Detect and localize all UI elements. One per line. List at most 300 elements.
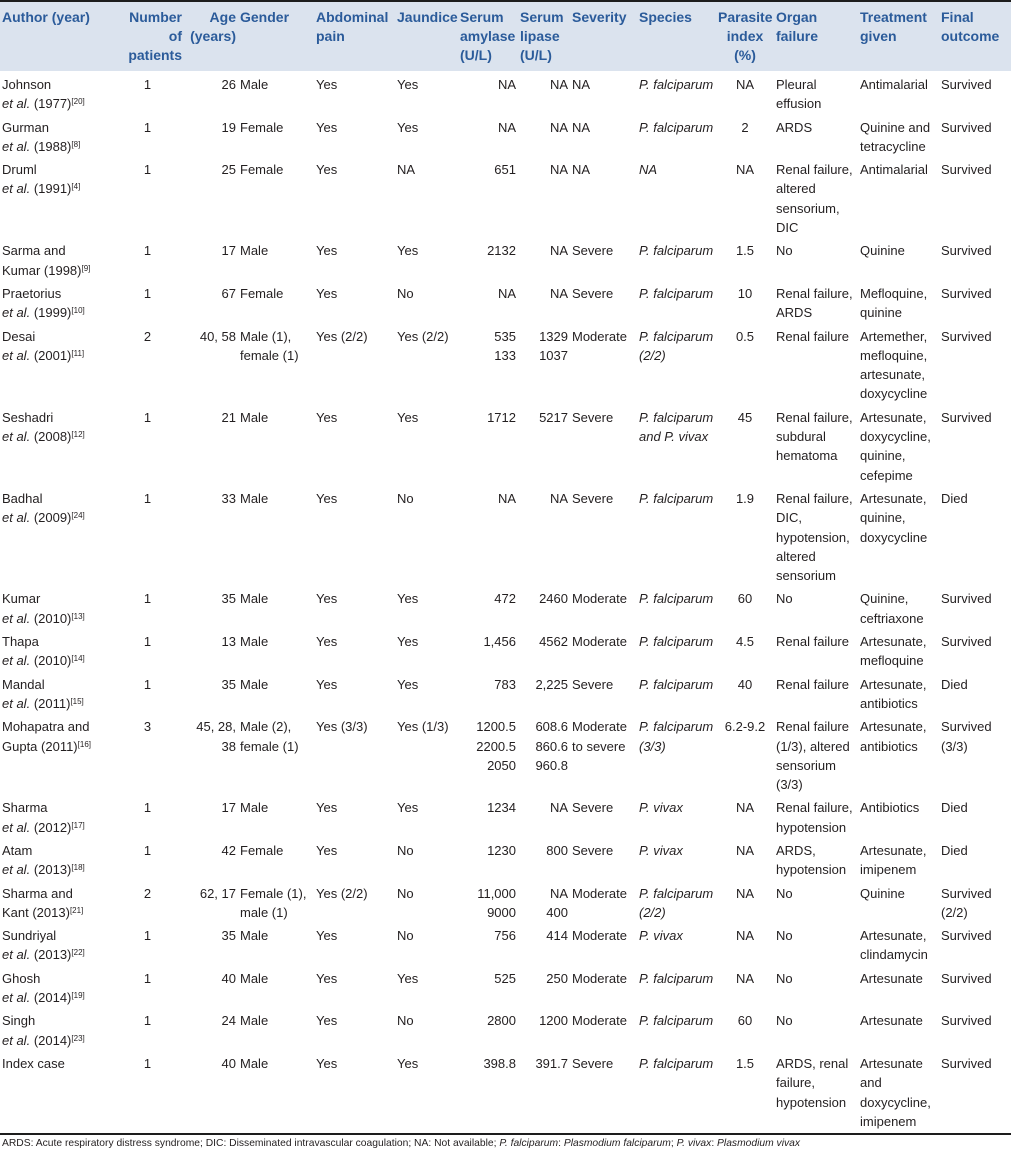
cell-author xyxy=(0,406,111,487)
cell-outcome: Survived xyxy=(941,1013,992,1029)
cell-lipase xyxy=(518,325,570,406)
reference-marker: [21] xyxy=(69,905,84,915)
cell-jaundice: No xyxy=(397,285,414,301)
cell-organ: No xyxy=(776,928,793,944)
header-serum-amylase: Serum amylase (U/L) xyxy=(460,9,516,63)
cell-parasite: 4.5 xyxy=(735,634,755,650)
cell-patients: 1 xyxy=(143,842,152,858)
cell-lipase: NA xyxy=(549,119,568,135)
author-name: Mandal xyxy=(2,676,45,692)
author-etal: et al. xyxy=(2,947,31,963)
cell-organ: Pleural effusion xyxy=(776,77,822,112)
cell-species: P. vivax xyxy=(639,842,683,858)
cell-species: P. falciparum xyxy=(639,1013,714,1029)
table-row xyxy=(0,967,1011,1010)
cell-species: P. falciparum xyxy=(639,243,714,259)
cell-species: P. falciparum and P. vivax xyxy=(639,409,714,445)
author-name: Desai xyxy=(2,328,36,344)
cell-severity: Moderate xyxy=(572,885,627,901)
cell-gender: Female xyxy=(240,285,284,301)
cell-gender: Male xyxy=(240,928,269,944)
cell-line: 11,000 xyxy=(477,885,516,901)
cell-author xyxy=(0,587,111,630)
cell-jaundice: Yes xyxy=(397,77,419,92)
cell-line: 2200.5 xyxy=(476,738,516,754)
cell-treatment: Artesunate and doxycycline, imipenem xyxy=(860,1055,931,1129)
cell-abdominal: Yes xyxy=(316,285,338,301)
cell-organ: No xyxy=(776,1013,793,1029)
author-name: Atam xyxy=(2,842,33,858)
author-year: (2009) xyxy=(33,510,72,526)
footnote-text-b: P. falciparum xyxy=(499,1138,559,1150)
cell-parasite: NA xyxy=(735,77,755,92)
cell-treatment: Artesunate, imipenem xyxy=(860,842,927,878)
cell-patients: 1 xyxy=(143,800,152,816)
cell-abdominal: Yes xyxy=(316,842,338,858)
cell-jaundice: Yes xyxy=(397,634,419,650)
cell-age: 67 xyxy=(221,285,236,301)
author-year: (2014) xyxy=(33,1032,72,1048)
cell-outcome: Survived xyxy=(941,77,992,92)
reference-marker: [9] xyxy=(81,263,91,273)
cell-author xyxy=(0,487,111,587)
footnote-text-d: Plasmodium falciparum xyxy=(563,1138,671,1150)
cell-abdominal: Yes xyxy=(316,800,338,816)
cell-patients: 1 xyxy=(143,970,152,986)
author-name: Seshadri xyxy=(2,409,54,425)
cell-severity: Severe xyxy=(572,490,614,506)
cell-treatment: Artesunate, antibiotics xyxy=(860,719,927,754)
cell-severity: Severe xyxy=(572,1055,614,1071)
author-name: Kumar xyxy=(2,591,41,607)
header-parasite-index: Parasite index (%) xyxy=(718,9,773,63)
cell-author xyxy=(0,71,111,116)
footnote-text-g: : xyxy=(711,1138,718,1150)
footnote-text-c: : xyxy=(558,1138,564,1150)
cell-abdominal: Yes xyxy=(316,970,338,986)
cell-severity: NA xyxy=(572,77,591,92)
author-year: (2011) xyxy=(33,695,71,711)
author-name: Mohapatra and xyxy=(2,719,90,735)
cell-treatment: Artesunate, doxycycline, quinine, cefepime xyxy=(860,409,931,483)
header-gender: Gender xyxy=(240,9,290,25)
cell-lipase: 1200 xyxy=(539,1013,568,1029)
cell-amylase: 1712 xyxy=(487,409,516,425)
footnote-text-e: ; xyxy=(670,1138,677,1150)
reference-marker: [12] xyxy=(71,430,85,440)
cell-age: 42 xyxy=(221,842,236,858)
author-year: (2013) xyxy=(33,862,72,878)
cell-gender: Male xyxy=(240,77,269,92)
cell-jaundice: No xyxy=(397,490,414,506)
author-year: (2014) xyxy=(33,990,72,1006)
table-row xyxy=(0,282,1011,325)
cell-outcome: Survived xyxy=(941,591,992,607)
cell-line: 860.6 xyxy=(535,738,568,754)
cell-lipase: NA xyxy=(549,162,568,178)
cell-species: P. falciparum xyxy=(639,970,714,986)
cell-severity: Severe xyxy=(572,800,614,816)
footnote-text-f: P. vivax xyxy=(676,1138,712,1150)
reference-marker: [10] xyxy=(71,306,85,316)
author-year: Kumar (1998) xyxy=(2,262,82,278)
table-row xyxy=(0,882,1011,925)
cell-organ: No xyxy=(776,243,793,259)
cell-gender: Male (2), female (1) xyxy=(240,719,299,754)
cell-lipase xyxy=(518,882,570,925)
cell-amylase: 651 xyxy=(494,162,516,178)
cell-patients: 1 xyxy=(143,490,152,506)
cell-gender: Male xyxy=(240,243,269,259)
cell-lipase: 391.7 xyxy=(535,1055,568,1071)
cell-author xyxy=(0,924,111,967)
cell-abdominal: Yes xyxy=(316,1013,338,1029)
cell-author xyxy=(0,967,111,1010)
cell-parasite: 1.5 xyxy=(735,243,755,259)
table-footnote xyxy=(0,1135,1011,1151)
cell-treatment: Artemether, mefloquine, artesunate, doxycycline xyxy=(860,328,928,402)
cell-species: P. vivax xyxy=(639,800,683,816)
cell-patients: 2 xyxy=(143,328,152,344)
cell-jaundice: No xyxy=(397,885,414,901)
cell-severity: Severe xyxy=(572,676,614,692)
header-treatment: Treatment given xyxy=(860,9,927,44)
cell-gender: Female (1), male (1) xyxy=(240,885,307,920)
cell-severity: Severe xyxy=(572,285,614,301)
cell-species: P. falciparum xyxy=(639,676,714,692)
author-etal: et al. xyxy=(2,510,31,526)
author-etal: et al. xyxy=(2,1032,31,1048)
author-etal: et al. xyxy=(2,862,31,878)
cell-severity: Moderate xyxy=(572,634,627,650)
author-etal: et al. xyxy=(2,347,31,363)
cell-amylase: 1,456 xyxy=(483,634,516,650)
cell-author xyxy=(0,673,111,716)
author-etal: et al. xyxy=(2,181,31,197)
cell-organ: Renal failure, hypotension xyxy=(776,800,853,835)
cell-species: P. falciparum xyxy=(639,591,714,607)
cell-age: 13 xyxy=(221,634,236,650)
reference-marker: [13] xyxy=(71,611,85,621)
cell-outcome: Survived xyxy=(941,285,992,301)
cell-species: P. falciparum xyxy=(639,285,714,301)
cell-line: 400 xyxy=(546,904,568,920)
author-year: (1977) xyxy=(33,96,72,112)
cell-jaundice: Yes xyxy=(397,409,419,425)
cell-parasite: 60 xyxy=(737,591,753,607)
cell-line: 2050 xyxy=(487,757,516,773)
cell-outcome: Survived xyxy=(941,328,992,344)
cell-treatment: Artesunate, mefloquine xyxy=(860,634,927,669)
cell-gender: Male xyxy=(240,490,269,506)
header-author: Author (year) xyxy=(2,9,90,25)
table-row xyxy=(0,116,1011,159)
author-year: (2013) xyxy=(33,947,72,963)
cell-treatment: Quinine, ceftriaxone xyxy=(860,591,924,626)
table-row xyxy=(0,406,1011,487)
author-name: Sundriyal xyxy=(2,928,57,944)
cell-severity: Severe xyxy=(572,243,614,259)
cell-gender: Male xyxy=(240,970,269,986)
cell-lipase: NA xyxy=(549,285,568,301)
cell-amylase: 1230 xyxy=(487,842,516,858)
cell-amylase: 783 xyxy=(494,676,516,692)
cell-age: 40 xyxy=(221,970,236,986)
author-etal: et al. xyxy=(2,96,31,112)
cell-age: 17 xyxy=(221,243,236,259)
cell-patients: 1 xyxy=(143,409,152,425)
cell-lipase: NA xyxy=(549,77,568,92)
cell-gender: Male (1), female (1) xyxy=(240,328,299,363)
cell-treatment: Antimalarial xyxy=(860,162,928,178)
cell-line: 1329 xyxy=(539,328,568,344)
cell-age: 17 xyxy=(221,800,236,816)
cell-patients: 1 xyxy=(143,243,152,259)
cell-parasite: NA xyxy=(735,162,755,178)
cell-outcome: Survived xyxy=(941,634,992,650)
cell-abdominal: Yes (3/3) xyxy=(316,719,368,735)
author-etal: et al. xyxy=(2,695,31,711)
author-year: (2010) xyxy=(33,653,72,669)
cell-species: P. falciparum (3/3) xyxy=(639,719,714,754)
author-name: Sharma xyxy=(2,800,48,816)
cell-treatment: Quinine and tetracycline xyxy=(860,119,931,154)
cell-abdominal: Yes xyxy=(316,676,338,692)
header-patients: Number of patients xyxy=(128,9,182,63)
cell-abdominal: Yes xyxy=(316,243,338,259)
cell-jaundice: No xyxy=(397,1013,414,1029)
author-name: Gurman xyxy=(2,119,49,135)
cell-abdominal: Yes xyxy=(316,77,338,92)
cell-lipase: 4562 xyxy=(539,634,568,650)
table-row xyxy=(0,715,1011,796)
cell-line: 1037 xyxy=(539,347,568,363)
table-row xyxy=(0,487,1011,587)
cell-amylase: NA xyxy=(497,119,516,135)
cell-parasite: NA xyxy=(735,885,755,901)
cell-amylase xyxy=(458,325,518,406)
cell-severity: NA xyxy=(572,162,591,178)
cell-organ: Renal failure xyxy=(776,634,849,650)
cell-jaundice: No xyxy=(397,842,414,858)
cell-lipase: 2,225 xyxy=(535,676,568,692)
table-row xyxy=(0,587,1011,630)
table-row xyxy=(0,924,1011,967)
cell-severity: Severe xyxy=(572,842,614,858)
cell-parasite: 60 xyxy=(737,1013,753,1029)
cell-patients: 1 xyxy=(143,928,152,944)
cell-organ: ARDS, renal failure, hypotension xyxy=(776,1055,849,1110)
cell-treatment: Artesunate, quinine, doxycycline xyxy=(860,490,928,545)
author-name: Index case xyxy=(2,1055,65,1071)
table-row xyxy=(0,839,1011,882)
cell-abdominal: Yes xyxy=(316,162,338,178)
cell-gender: Female xyxy=(240,119,284,135)
cell-jaundice: Yes xyxy=(397,676,419,692)
cell-line: 133 xyxy=(494,347,516,363)
cell-organ: ARDS xyxy=(776,119,813,135)
header-jaundice: Jaundice xyxy=(397,9,458,25)
cell-amylase: NA xyxy=(497,77,516,92)
cell-lipase: NA xyxy=(549,490,568,506)
cell-organ: Renal failure xyxy=(776,676,849,692)
reference-marker: [22] xyxy=(71,948,85,958)
cell-gender: Male xyxy=(240,634,269,650)
author-etal: et al. xyxy=(2,610,31,626)
author-name: Johnson xyxy=(2,77,52,92)
cell-abdominal: Yes xyxy=(316,1055,338,1071)
header-organ-failure: Organ failure xyxy=(776,9,819,44)
cell-patients: 2 xyxy=(143,885,152,901)
cell-amylase: 756 xyxy=(494,928,516,944)
cell-author xyxy=(0,325,111,406)
cell-parasite: 1.5 xyxy=(735,1055,755,1071)
cell-jaundice: Yes (2/2) xyxy=(397,328,449,344)
cell-organ: Renal failure, ARDS xyxy=(776,285,853,321)
cell-amylase xyxy=(458,882,518,925)
cell-age: 35 xyxy=(221,928,236,944)
cell-organ: Renal failure, DIC, hypotension, altered sensorium xyxy=(776,490,853,584)
cell-severity: Moderate xyxy=(572,1013,627,1029)
cell-patients: 1 xyxy=(143,591,152,607)
reference-marker: [11] xyxy=(71,348,85,358)
cell-severity: Moderate to severe xyxy=(572,719,627,754)
author-year: Kant (2013) xyxy=(2,904,70,920)
cell-organ: No xyxy=(776,885,793,901)
cell-treatment: Mefloquine, quinine xyxy=(860,285,928,321)
cell-patients: 1 xyxy=(143,285,152,301)
cell-outcome: Died xyxy=(941,490,968,506)
cell-parasite: 10 xyxy=(737,285,753,301)
author-name: Sharma and xyxy=(2,885,73,901)
cell-line: 960.8 xyxy=(535,757,568,773)
cell-jaundice: No xyxy=(397,928,414,944)
cell-organ: Renal failure xyxy=(776,328,849,344)
cell-abdominal: Yes xyxy=(316,119,338,135)
cell-abdominal: Yes xyxy=(316,409,338,425)
cell-author xyxy=(0,882,111,925)
cell-severity: Moderate xyxy=(572,591,627,607)
cell-treatment: Artesunate xyxy=(860,1013,923,1029)
cell-treatment: Artesunate, antibiotics xyxy=(860,676,927,711)
cell-patients: 3 xyxy=(143,719,152,735)
table-row xyxy=(0,1052,1011,1134)
cell-outcome: Died xyxy=(941,842,968,858)
author-year: (2008) xyxy=(33,429,72,445)
cell-outcome: Survived xyxy=(941,162,992,178)
cell-severity: Moderate xyxy=(572,970,627,986)
cell-outcome: Survived xyxy=(941,1055,992,1071)
cell-patients: 1 xyxy=(143,676,152,692)
cell-jaundice: NA xyxy=(397,162,416,178)
reference-marker: [17] xyxy=(71,820,85,830)
cell-author xyxy=(0,239,111,282)
cell-parasite: 40 xyxy=(737,676,753,692)
reference-marker: [23] xyxy=(71,1033,85,1043)
author-year: (2001) xyxy=(33,347,72,363)
table-row xyxy=(0,158,1011,239)
header-outcome: Final outcome xyxy=(941,9,1000,44)
cell-organ: No xyxy=(776,970,793,986)
cell-treatment: Antibiotics xyxy=(860,800,920,816)
cell-organ: Renal failure, altered sensorium, DIC xyxy=(776,162,853,236)
header-age: Age (years) xyxy=(190,9,236,44)
cell-severity: Moderate xyxy=(572,928,627,944)
cell-organ: Renal failure (1/3), altered sensorium (3/3) xyxy=(776,719,850,793)
cell-organ: No xyxy=(776,591,793,607)
author-year: (1991) xyxy=(33,181,72,197)
cell-abdominal: Yes xyxy=(316,928,338,944)
cell-species: P. falciparum xyxy=(639,1055,714,1071)
cell-lipase xyxy=(518,715,570,796)
cell-outcome: Survived (3/3) xyxy=(941,719,992,754)
cell-gender: Male xyxy=(240,409,269,425)
author-year: (1988) xyxy=(33,138,72,154)
cell-parasite: NA xyxy=(735,970,755,986)
cell-gender: Male xyxy=(240,676,269,692)
cell-patients: 1 xyxy=(143,119,152,135)
cell-patients: 1 xyxy=(143,77,152,92)
header-serum-lipase: Serum lipase (U/L) xyxy=(520,9,564,63)
cell-amylase: 2132 xyxy=(487,243,516,259)
footnote-text-a: ARDS: Acute respiratory distress syndrome; DIC: Disseminated intravascular coagulation; NA: Not available; xyxy=(2,1138,500,1150)
cell-line: NA xyxy=(549,885,568,901)
cell-outcome: Survived xyxy=(941,970,992,986)
cell-gender: Female xyxy=(240,162,284,178)
cell-severity: Severe xyxy=(572,409,614,425)
cell-outcome: Died xyxy=(941,800,968,816)
reference-marker: [14] xyxy=(71,654,85,664)
reference-marker: [18] xyxy=(71,863,85,873)
footnote-text-h: Plasmodium vivax xyxy=(717,1138,801,1150)
cell-gender: Male xyxy=(240,591,269,607)
cell-line: 608.6 xyxy=(535,719,568,735)
author-etal: et al. xyxy=(2,138,31,154)
cell-author xyxy=(0,1052,111,1134)
cell-organ: ARDS, hypotension xyxy=(776,842,847,878)
cell-author xyxy=(0,796,111,839)
reference-marker: [24] xyxy=(71,511,85,521)
author-etal: et al. xyxy=(2,429,31,445)
cell-amylase: 2800 xyxy=(487,1013,516,1029)
cell-species: P. falciparum xyxy=(639,119,714,135)
cell-species: P. falciparum (2/2) xyxy=(639,885,714,920)
cell-jaundice: Yes xyxy=(397,970,419,986)
table-row xyxy=(0,1009,1011,1052)
cell-age: 33 xyxy=(221,490,236,506)
author-etal: et al. xyxy=(2,305,31,321)
reference-marker: [20] xyxy=(71,97,85,107)
cell-lipase: 800 xyxy=(546,842,568,858)
cell-jaundice: Yes xyxy=(397,800,419,816)
cell-parasite: 2 xyxy=(741,119,749,135)
cell-amylase: 1234 xyxy=(487,800,516,816)
cell-age: 21 xyxy=(221,409,236,425)
reference-marker: [15] xyxy=(70,696,84,706)
cell-author xyxy=(0,839,111,882)
cell-age: 25 xyxy=(221,162,236,178)
cell-abdominal: Yes xyxy=(316,490,338,506)
cell-treatment: Artesunate xyxy=(860,970,923,986)
cell-parasite: NA xyxy=(735,842,755,858)
cell-amylase xyxy=(458,715,518,796)
cell-parasite: NA xyxy=(735,800,755,816)
cell-parasite: 45 xyxy=(737,409,753,425)
author-name: Ghosh xyxy=(2,970,41,986)
cell-jaundice: Yes xyxy=(397,119,419,135)
table-body xyxy=(0,71,1011,1134)
cell-age: 35 xyxy=(221,676,236,692)
